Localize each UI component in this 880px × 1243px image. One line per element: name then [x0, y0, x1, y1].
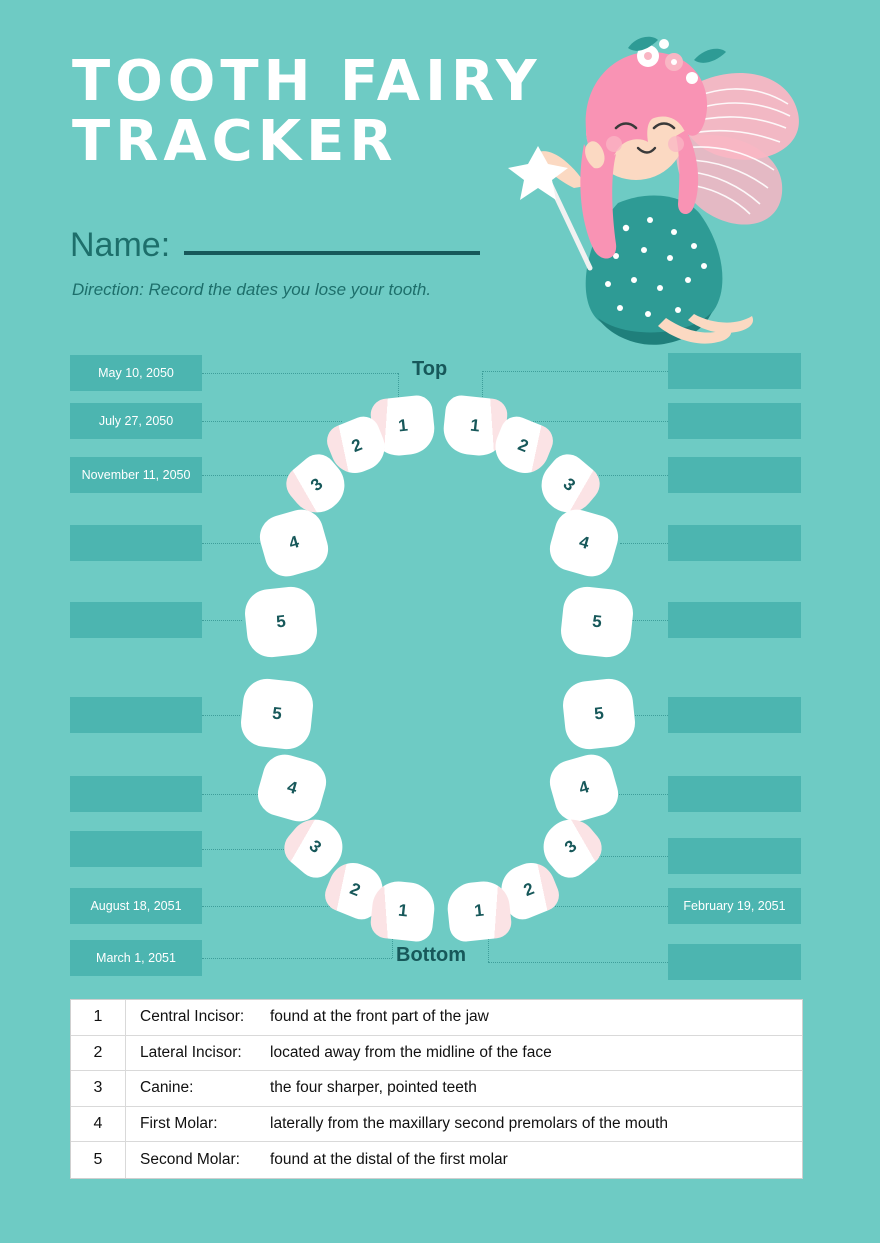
- date-box-left-9[interactable]: August 18, 2051: [70, 888, 202, 924]
- tooth-bottom-left-1[interactable]: [369, 879, 437, 943]
- tooth-fairy-illustration: [498, 18, 818, 348]
- name-row: [70, 228, 480, 262]
- tooth-number: 1: [397, 900, 409, 921]
- tooth-number: 5: [591, 611, 603, 632]
- connector-right-3: [592, 475, 668, 476]
- legend-number: 3: [71, 1071, 126, 1106]
- connector-left-7: [202, 794, 258, 795]
- date-box-left-4[interactable]: [70, 525, 202, 561]
- legend-name: First Molar:: [140, 1114, 218, 1132]
- date-box-right-7[interactable]: [668, 776, 801, 812]
- name-input-line[interactable]: [184, 251, 480, 255]
- legend-row: [71, 1142, 802, 1178]
- date-box-left-2[interactable]: July 27, 2050: [70, 403, 202, 439]
- tooth-number: 2: [520, 878, 537, 901]
- tooth-top-left-4[interactable]: [255, 504, 334, 581]
- date-box-right-6[interactable]: [668, 697, 801, 733]
- tooth-number: 4: [286, 532, 302, 553]
- date-box-right-8[interactable]: [668, 838, 801, 874]
- tooth-top-right-5[interactable]: [559, 585, 636, 660]
- connector-right-5: [632, 620, 668, 621]
- legend-description: found at the distal of the first molar: [270, 1150, 508, 1168]
- connector-left-6: [202, 715, 240, 716]
- direction-text: Direction: Record the dates you lose your tooth.: [72, 280, 432, 299]
- date-box-right-2[interactable]: [668, 403, 801, 439]
- tooth-number: 1: [397, 415, 409, 436]
- connector-left-10: [202, 958, 392, 959]
- legend-description: laterally from the maxillary second premolars of the mouth: [270, 1114, 668, 1132]
- tooth-number: 3: [306, 474, 327, 495]
- legend-number: 5: [71, 1142, 126, 1178]
- connector-left-8: [202, 849, 288, 850]
- legend-description: the four sharper, pointed teeth: [270, 1079, 477, 1097]
- connector-left-2: [202, 421, 342, 422]
- tooth-number: 4: [576, 532, 592, 553]
- tooth-number: 4: [576, 777, 592, 798]
- date-box-left-6[interactable]: [70, 697, 202, 733]
- date-box-left-7[interactable]: [70, 776, 202, 812]
- date-box-left-3[interactable]: November 11, 2050: [70, 457, 202, 493]
- legend-description: located away from the midline of the face: [270, 1043, 552, 1061]
- date-box-right-10[interactable]: [668, 944, 801, 980]
- tooth-number: 1: [473, 900, 485, 921]
- date-box-right-5[interactable]: [668, 602, 801, 638]
- tooth-number: 2: [347, 878, 364, 901]
- connector-right-7: [614, 794, 668, 795]
- name-label: Name:: [70, 226, 171, 264]
- legend-table: [70, 999, 803, 1179]
- tooth-number: 3: [559, 474, 580, 495]
- tooth-bottom-right-5[interactable]: [561, 677, 638, 752]
- legend-name: Lateral Incisor:: [140, 1043, 242, 1061]
- connector-left-3: [202, 475, 298, 476]
- date-box-right-9[interactable]: February 19, 2051: [668, 888, 801, 924]
- connector-right-1: [482, 371, 668, 372]
- legend-number: 2: [71, 1036, 126, 1071]
- legend-row: [71, 1036, 802, 1072]
- tooth-number: 1: [469, 415, 481, 436]
- tooth-number: 5: [275, 611, 287, 632]
- date-box-left-10[interactable]: March 1, 2051: [70, 940, 202, 976]
- connector-right-8: [592, 856, 668, 857]
- tooth-bottom-right-4[interactable]: [545, 749, 624, 826]
- tooth-top-left-5[interactable]: [243, 585, 320, 660]
- connector-right-9: [544, 906, 668, 907]
- tooth-bottom-left-5[interactable]: [239, 677, 316, 752]
- date-box-right-3[interactable]: [668, 457, 801, 493]
- legend-name: Second Molar:: [140, 1150, 240, 1168]
- tooth-top-right-4[interactable]: [545, 504, 624, 581]
- tooth-number: 5: [271, 703, 283, 724]
- tooth-bottom-left-4[interactable]: [253, 749, 332, 826]
- page-title: TOOTH FAIRY TRACKER: [72, 49, 542, 175]
- date-box-left-5[interactable]: [70, 602, 202, 638]
- legend-name: Central Incisor:: [140, 1008, 245, 1026]
- legend-row: [71, 1107, 802, 1143]
- tooth-number: 3: [305, 836, 326, 857]
- connector-right-2: [530, 421, 668, 422]
- date-box-right-4[interactable]: [668, 525, 801, 561]
- tooth-number: 2: [348, 434, 365, 457]
- legend-number: 4: [71, 1107, 126, 1142]
- tooth-number: 3: [560, 836, 581, 857]
- tooth-number: 4: [284, 777, 300, 798]
- legend-row: [71, 1000, 802, 1036]
- connector-right-10: [488, 962, 668, 963]
- connector-left-5: [202, 620, 242, 621]
- date-box-right-1[interactable]: [668, 353, 801, 389]
- date-box-left-1[interactable]: May 10, 2050: [70, 355, 202, 391]
- tooth-number: 2: [515, 434, 532, 457]
- legend-description: found at the front part of the jaw: [270, 1008, 489, 1026]
- connector-left-1: [202, 373, 398, 374]
- arch-label-top: Top: [412, 358, 448, 380]
- legend-name: Canine:: [140, 1079, 194, 1097]
- date-box-left-8[interactable]: [70, 831, 202, 867]
- connector-left-4: [202, 543, 264, 544]
- legend-number: 1: [71, 1000, 126, 1035]
- arch-label-bottom: Bottom: [396, 944, 466, 966]
- connector-right-4: [620, 543, 668, 544]
- tooth-number: 5: [593, 703, 605, 724]
- legend-row: [71, 1071, 802, 1107]
- connector-left-9: [202, 906, 334, 907]
